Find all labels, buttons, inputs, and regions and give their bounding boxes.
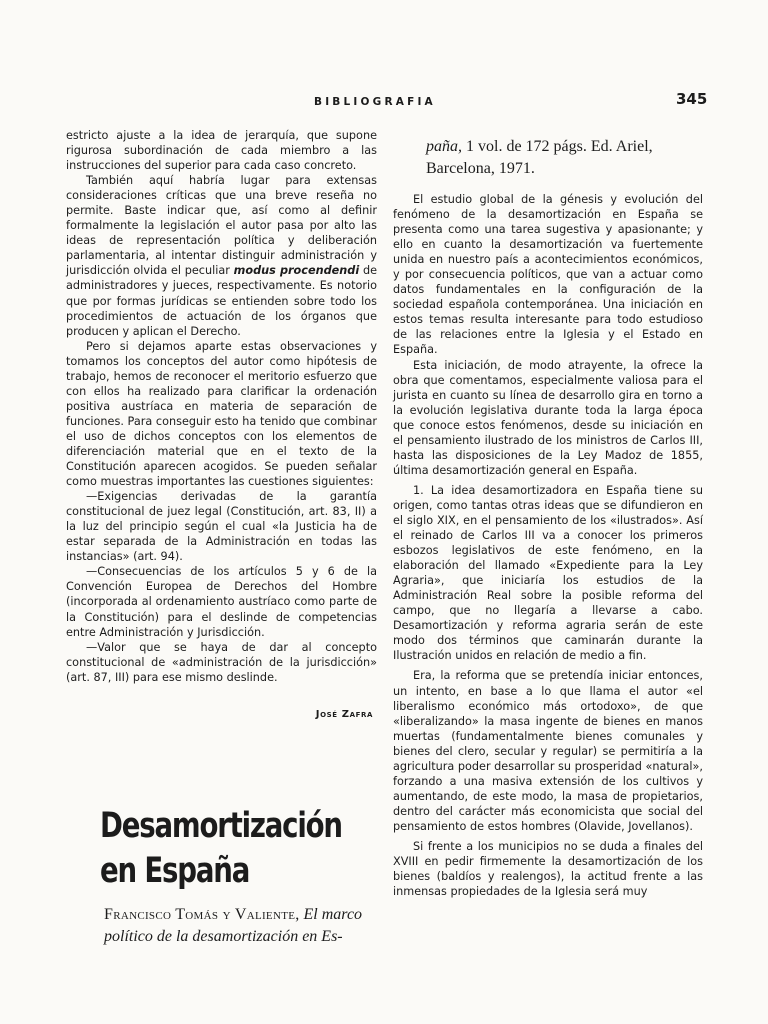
paragraph: Si frente a los municipios no se duda a finales del XVIII en pedir firmemente la desamortización de los bienes (baldíos y realengos), la actitud frente a las inmensas propiedades de la Iglesia será muy bbox=[393, 839, 703, 899]
section-title-line: en España bbox=[100, 851, 250, 891]
reference-author: Francisco Tomás y Valiente, bbox=[104, 906, 300, 923]
list-item: —Valor que se haya de dar al concepto constitucional de «administración de la jurisdicción» (art. 87, III) para ese mismo deslinde. bbox=[66, 640, 377, 684]
right-column bbox=[393, 192, 703, 899]
paragraph-text: de administradores y jueces, respectivamente. Es notorio que por formas jurídicas se entienden sobre todo los procedimientos de actuación de los órganos que producen y aplican el Derecho. bbox=[66, 264, 378, 338]
paragraph: El estudio global de la génesis y evolución del fenómeno de la desamortización en España se presenta como una tarea sugestiva y apasionante; y ello en cuanto la desamortización va fuertemente unida en nuestro país a acontecimientos económicos, y por consecuencia políticos, que van a actuar como datos fundamentales en la configuración de la sociedad española contemporánea. Una iniciación en estos temas resulta interesante para todo estudioso de las relaciones entre la Iglesia y el Estado en España. bbox=[393, 193, 703, 357]
left-column bbox=[66, 128, 377, 722]
emphasis-term: modus procendendi bbox=[233, 264, 360, 278]
author-signature: José Zafra bbox=[315, 708, 373, 720]
paragraph: Pero si dejamos aparte estas observaciones y tomamos los conceptos del autor como hipótesis de trabajo, hemos de reconocer el meritorio esfuerzo que con ellos ha realizado para clarificar la ordenación positiva austríaca en materia de separación de funciones. Para conseguir esto ha tenido que combinar el uso de dichos conceptos con los elementos de diferenciación material que en el texto de la Constitución aparecen acogidos. Se pueden señalar como muestras importantes las cuestiones siguientes: bbox=[66, 339, 377, 489]
list-item: —Exigencias derivadas de la garantía constitucional de juez legal (Constitución, art. 83, II) a la luz del principio según el cual «la Justicia ha de estar separada de la Administración en todas las instancias» (art. 94). bbox=[66, 490, 377, 564]
reference-title: El marco político de la desamortización en Es- bbox=[104, 906, 363, 945]
paragraph: Era, la reforma que se pretendía iniciar entonces, un intento, en base a lo que llama el autor «el liberalismo económico más ortodoxo», de que «liberalizando» la masa ingente de bienes en manos muertas (fundamentalmente bienes comunales y bienes del clero, secular y regular) se permitiría a la agricultura poder desarrollar su prosperidad «natural», forzando a una masiva extensión de los cultivos y aumentando, de este modo, la masa de propietarios, dentro del carácter más economicista que social del pensamiento de estos hombres (Olavide, Jovellanos). bbox=[393, 669, 703, 833]
section-title-line: Desamortización bbox=[100, 806, 342, 846]
running-head: BIBLIOGRAFIA bbox=[314, 96, 436, 108]
paragraph: 1. La idea desamortizadora en España tiene su origen, como tantas otras ideas que se difundieron en el siglo XIX, en el pensamiento de los «ilustrados». Así el reinado de Carlos III va a conocer los primeros esbozos legislativos de este fenómeno, en la elaboración del llamado «Expediente para la Ley Agraria», que iniciaría los estudios de la Administración Real sobre la posible reforma del campo, que no llegaría a llevarse a cabo. Desamortización y reforma agraria serán de este modo dos términos que caminarán durante la Ilustración unidos en relación de medio a fin. bbox=[393, 483, 703, 663]
reference-details: 1 vol. de 172 págs. Ed. Ariel, Barcelona, 1971. bbox=[426, 138, 653, 177]
page-number: 345 bbox=[676, 90, 708, 108]
paragraph: estricto ajuste a la idea de jerarquía, que supone rigurosa subordinación de cada miembro a las instrucciones del superior para cada caso concreto. bbox=[66, 129, 377, 173]
section-title bbox=[100, 804, 342, 894]
paragraph: Esta iniciación, de modo atrayente, la ofrece la obra que comentamos, especialmente valiosa para el jurista en cuanto su línea de desarrollo gira en torno a la evolución legislativa durante toda la larga época que conoce estos fenómenos, desde su iniciación en el pensamiento ilustrado de los ministros de Carlos III, hasta las disposiciones de la Ley Madoz de 1855, última desamortización general en España. bbox=[393, 358, 703, 477]
book-reference-continued bbox=[426, 136, 702, 180]
list-item: —Consecuencias de los artículos 5 y 6 de la Convención Europea de Derechos del Hombre (incorporada al ordenamiento austríaco como parte de la Constitución) para el deslinde de competencias entre Administración y Jurisdicción. bbox=[66, 565, 377, 639]
book-reference bbox=[104, 904, 376, 948]
paragraph-text: También aquí habría lugar para extensas consideraciones críticas que una breve reseña no permite. Baste indicar que, así como al definir formalmente la legislación el autor pasa por alto las ideas de representación política y deliberación parlamentaria, al intentar distinguir administración y jurisdicción olvida el peculiar bbox=[66, 174, 377, 278]
reference-title-end: paña, bbox=[426, 138, 462, 155]
paragraph bbox=[66, 173, 377, 339]
